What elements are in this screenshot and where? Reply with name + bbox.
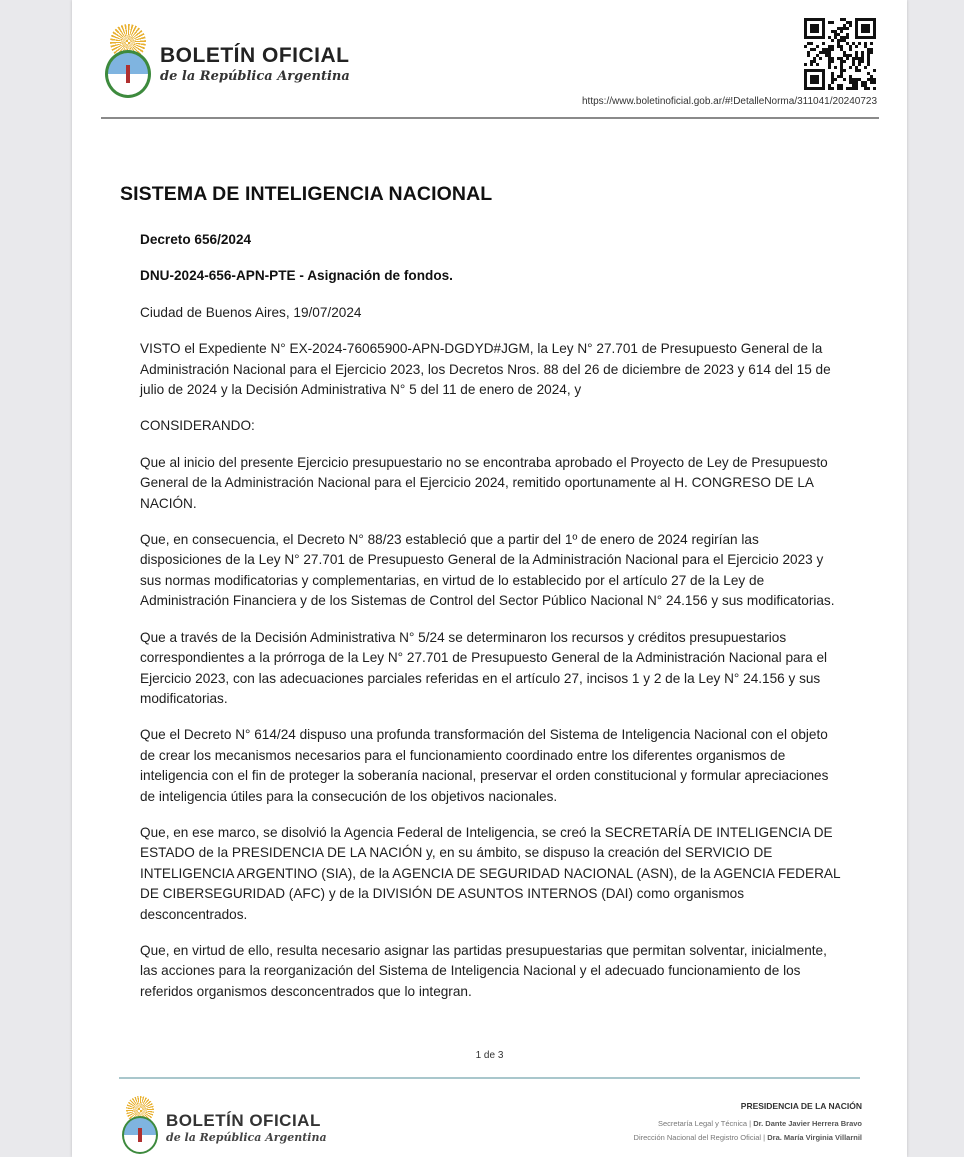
paragraph: CONSIDERANDO: xyxy=(140,418,255,434)
document-url[interactable]: https://www.boletinoficial.gob.ar/#!DetalleNorma/311041/20240723 xyxy=(582,96,877,107)
footer-line-1: Secretaría Legal y Técnica | Dr. Dante Javier Herrera Bravo xyxy=(657,1119,862,1128)
footer-logo-title: BOLETÍN OFICIAL xyxy=(166,1110,321,1130)
document-page xyxy=(72,0,907,1157)
footer-divider xyxy=(119,1077,860,1079)
header-divider xyxy=(101,117,879,119)
paragraph: Que a través de la Decisión Administrativa N° 5/24 se determinaron los recursos y créditos presupuestarios correspondientes a la prórroga de la Ley N° 27.701 de Presupuesto General de la Administración Nacional para el Ejercicio 2023, con las adecuaciones parciales referidas en el artículo 27, incisos 1 y 2 de la Ley N° 24.156 y sus modificatorias. xyxy=(140,629,828,706)
paragraph: Que, en virtud de ello, resulta necesario asignar las partidas presupuestarias que permitan solventar, inicialmente, las acciones para la reorganización del Sistema de Inteligencia Nacional y el adecuado funcionamiento de los referidos organismos desconcentrados que lo integran. xyxy=(140,942,827,999)
decree-reference: DNU-2024-656-APN-PTE - Asignación de fondos. xyxy=(140,268,453,284)
section-title: SISTEMA DE INTELIGENCIA NACIONAL xyxy=(120,183,493,205)
footer-logo-subtitle: de la República Argentina xyxy=(166,1130,327,1144)
coat-of-arms-icon xyxy=(119,1096,161,1156)
footer-line-2: Dirección Nacional del Registro Oficial | Dra. María Virginia Villarnil xyxy=(633,1133,862,1142)
logo-subtitle: de la República Argentina xyxy=(160,69,350,84)
place-date: Ciudad de Buenos Aires, 19/07/2024 xyxy=(140,304,362,320)
logo-title: BOLETÍN OFICIAL xyxy=(160,44,350,67)
paragraph: Que el Decreto N° 614/24 dispuso una profunda transformación del Sistema de Inteligencia Nacional con el objeto de crear los mecanismos necesarios para el funcionamiento coordinado entre los diferentes organismos de inteligencia con el fin de proteger la soberanía nacional, preservar el orden constitucional y formular apreciaciones de inteligencia útiles para la consecución de los objetivos nacionales. xyxy=(140,727,829,804)
paragraph: Que, en consecuencia, el Decreto N° 88/23 estableció que a partir del 1º de enero de 2024 regirían las disposiciones de la Ley N° 27.701 de Presupuesto General de la Administración Nacional para el Ejercicio 2023 y sus normas modificatorias y complementarias, en virtud de lo establecido por el artículo 27 de la Ley de Administración Financiera y de los Sistemas de Control del Sector Público Nacional N° 24.156 y sus modificatorias. xyxy=(140,532,835,609)
paragraph: Que al inicio del presente Ejercicio presupuestario no se encontraba aprobado el Proyecto de Ley de Presupuesto General de la Administración Nacional para el Ejercicio 2024, remitido oportunamente al H. CONGRESO DE LA NACIÓN. xyxy=(140,454,828,511)
paragraph: VISTO el Expediente N° EX-2024-76065900-APN-DGDYD#JGM, la Ley N° 27.701 de Presupuesto General de la Administración Nacional para el Ejercicio 2023, los Decretos Nros. 88 del 26 de diciembre de 2023 y 614 del 15 de julio de 2024 y la Decisión Administrativa N° 5 del 11 de enero de 2024, y xyxy=(140,341,831,398)
page-number: 1 de 3 xyxy=(475,1050,504,1061)
footer-credits xyxy=(634,1101,862,1147)
decree-number: Decreto 656/2024 xyxy=(140,232,252,247)
boletin-oficial-logo xyxy=(102,24,350,100)
paragraph: Que, en ese marco, se disolvió la Agencia Federal de Inteligencia, se creó la SECRETARÍA DE INTELIGENCIA DE ESTADO de la PRESIDENCIA DE LA NACIÓN y, en su ámbito, se dispuso la creación del SERVICIO DE INTELIGENCIA ARGENTINO (SIA), de la AGENCIA DE SEGURIDAD NACIONAL (ASN), de la AGENCIA FEDERAL DE CIBERSEGURIDAD (AFC) y de la DIVISIÓN DE ASUNTOS INTERNOS (DAI) como organismos desconcentrados. xyxy=(140,824,841,922)
document-body xyxy=(140,230,840,1018)
footer-logo xyxy=(119,1096,327,1156)
coat-of-arms-icon xyxy=(102,24,154,100)
qr-code-icon xyxy=(804,18,876,90)
presidency-label: PRESIDENCIA DE LA NACIÓN xyxy=(740,1101,862,1111)
